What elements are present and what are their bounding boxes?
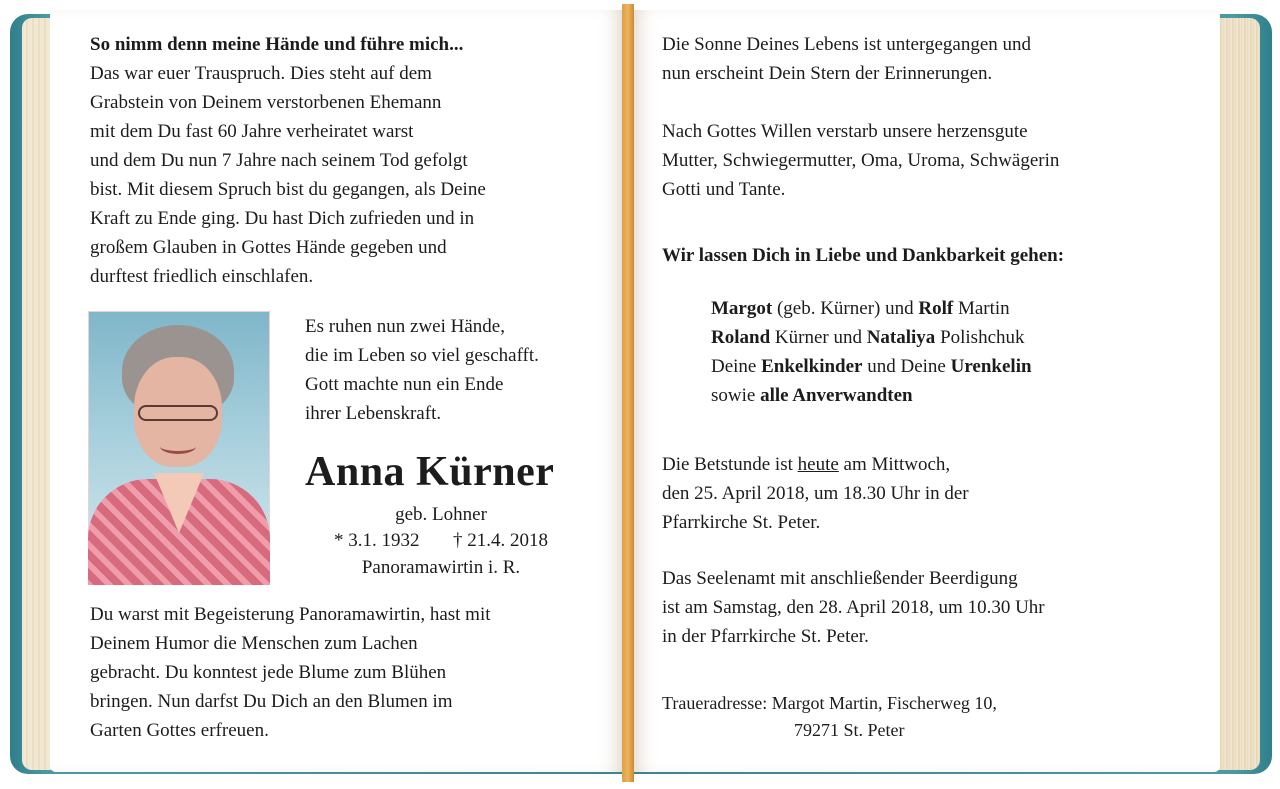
funeral-mass: Das Seelenamt mit anschließender Beerdigung ist am Samstag, den 28. April 2018, um 10.30 Uhr in der Pfarrkirche St. Peter.	[662, 568, 1045, 647]
death-notice: Nach Gottes Willen verstarb unsere herzensgute Mutter, Schwiegermutter, Oma, Uroma, Schwägerin Gotti und Tante.	[662, 121, 1060, 200]
intro-body: Das war euer Trauspruch. Dies steht auf dem Grabstein von Deinem verstorbenen Ehemann mit dem Du fast 60 Jahre verheiratet warst und dem Du nun 7 Jahre nach seinem Tod gefolgt bist. Mit diesem Spruch bist du gegangen, als Deine Kraft zu Ende ging. Du hast Dich zufrieden und in großem Glauben in Gottes Hände gegeben und durftest friedlich einschlafen.	[90, 63, 486, 287]
mourning-address: Traueradresse: Margot Martin, Fischerweg 10,	[662, 693, 997, 713]
birth-name: geb. Lohner	[395, 504, 487, 525]
life-dates	[305, 528, 577, 554]
book-spine	[622, 4, 634, 782]
family-line-3: Deine Enkelkinder und Deine Urenkelin	[711, 356, 1032, 377]
farewell-heading: Wir lassen Dich in Liebe und Dankbarkeit gehen:	[662, 245, 1065, 266]
family-line-1: Margot (geb. Kürner) und Rolf Martin	[711, 298, 1010, 319]
poem: Es ruhen nun zwei Hände, die im Leben so viel geschafft. Gott machte nun ein Ende ihrer Lebenskraft.	[305, 316, 539, 424]
mourning-address-city: 79271 St. Peter	[794, 720, 905, 740]
birth-date: * 3.1. 1932	[334, 530, 420, 551]
opening-verse: Die Sonne Deines Lebens ist untergegangen und nun erscheint Dein Stern der Erinnerungen.	[662, 34, 1032, 84]
intro-title: So nimm denn meine Hände und führe mich...	[90, 34, 464, 55]
deceased-name: Anna Kürner	[305, 449, 555, 495]
family-line-4: sowie alle Anverwandten	[711, 385, 913, 406]
tribute-text: Du warst mit Begeisterung Panoramawirtin, hast mit Deinem Humor die Menschen zum Lachen gebracht. Du konntest jede Blume zum Blühen bringen. Nun darfst Du Dich an den Blumen im Garten Gottes erfreuen.	[90, 604, 491, 741]
prayer-service: Die Betstunde ist heute am Mittwoch, den 25. April 2018, um 18.30 Uhr in der Pfarrkirche St. Peter.	[662, 454, 969, 533]
family-line-2: Roland Kürner und Nataliya Polishchuk	[711, 327, 1025, 348]
death-date: † 21.4. 2018	[453, 530, 548, 551]
portrait-photo	[88, 311, 270, 585]
occupation: Panoramawirtin i. R.	[361, 557, 521, 578]
